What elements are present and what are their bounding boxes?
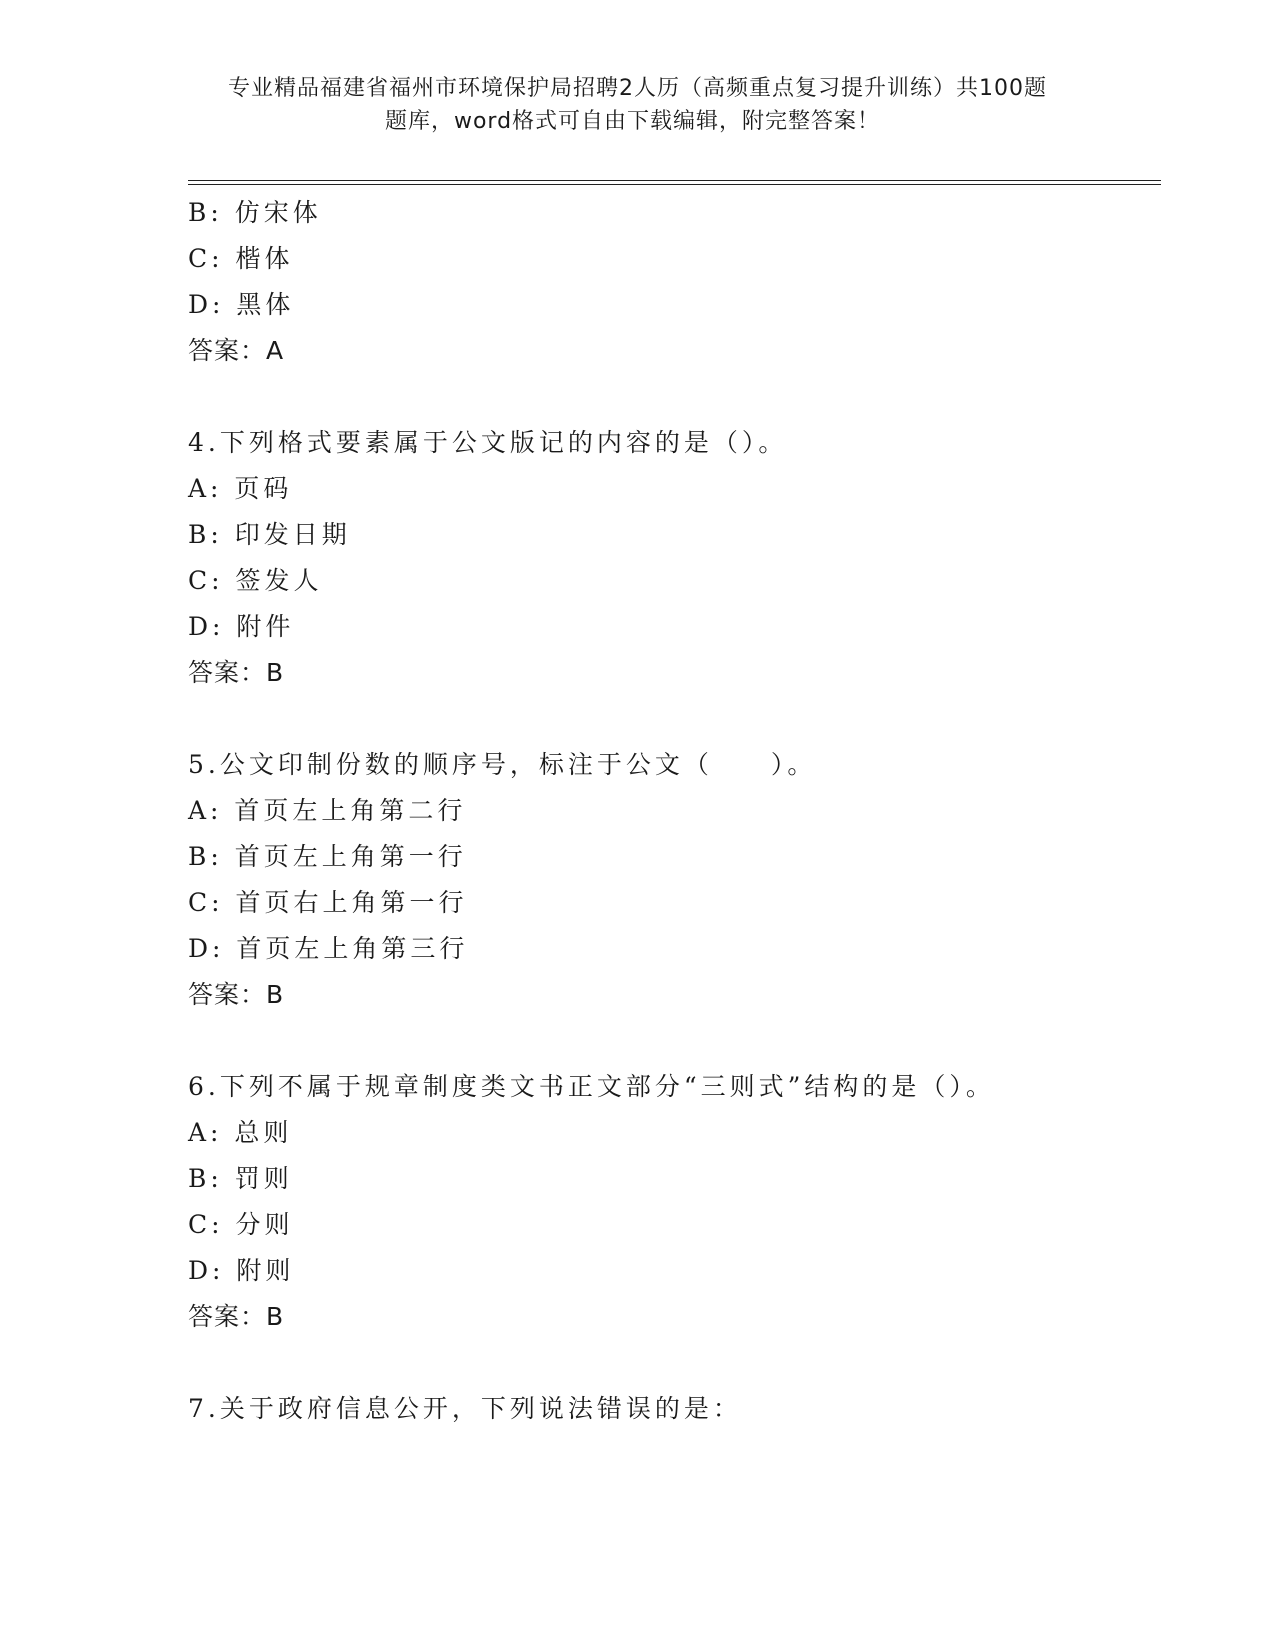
spacer xyxy=(188,1018,1168,1064)
question-text: 7.关于政府信息公开，下列说法错误的是： xyxy=(188,1394,742,1423)
answer-label: 答案：A xyxy=(188,336,285,365)
question-3-continued xyxy=(188,190,1168,374)
document-body xyxy=(188,190,1168,1432)
option-a: A: 总则 xyxy=(188,1118,293,1147)
header-title-line-2: 题库，word格式可自由下载编辑，附完整答案！ xyxy=(384,109,881,134)
option-b: B: 罚则 xyxy=(188,1164,293,1193)
option-a: A: 首页左上角第二行 xyxy=(188,796,467,825)
question-7 xyxy=(188,1386,1168,1432)
option-c: C: 签发人 xyxy=(188,566,323,595)
question-text: 5.公文印制份数的顺序号，标注于公文（ ）。 xyxy=(188,750,817,779)
option-d: D: 附则 xyxy=(188,1256,295,1285)
option-a: A: 页码 xyxy=(188,474,293,503)
option-d: D: 首页左上角第三行 xyxy=(188,934,469,963)
option-b: B: 首页左上角第一行 xyxy=(188,842,467,871)
option-c: C: 分则 xyxy=(188,1210,294,1239)
answer-label: 答案：B xyxy=(188,658,285,687)
option-c: C: 楷体 xyxy=(188,244,294,273)
spacer xyxy=(188,1340,1168,1386)
question-4 xyxy=(188,420,1168,696)
spacer xyxy=(188,696,1168,742)
question-text: 4.下列格式要素属于公文版记的内容的是（）。 xyxy=(188,428,788,457)
header-divider-bottom xyxy=(188,184,1161,185)
option-b: B: 印发日期 xyxy=(188,520,351,549)
answer-label: 答案：B xyxy=(188,1302,285,1331)
option-b: B: 仿宋体 xyxy=(188,198,322,227)
header-divider-top xyxy=(188,180,1161,181)
option-c: C: 首页右上角第一行 xyxy=(188,888,468,917)
option-d: D: 黑体 xyxy=(188,290,295,319)
spacer xyxy=(188,374,1168,420)
header-title-line-1: 专业精品福建省福州市环境保护局招聘2人历（高频重点复习提升训练）共100题 xyxy=(228,76,1047,101)
option-d: D: 附件 xyxy=(188,612,295,641)
document-header xyxy=(0,72,1275,138)
question-text: 6.下列不属于规章制度类文书正文部分“三则式”结构的是（）。 xyxy=(188,1072,995,1101)
question-5 xyxy=(188,742,1168,1018)
question-6 xyxy=(188,1064,1168,1340)
answer-label: 答案：B xyxy=(188,980,285,1009)
